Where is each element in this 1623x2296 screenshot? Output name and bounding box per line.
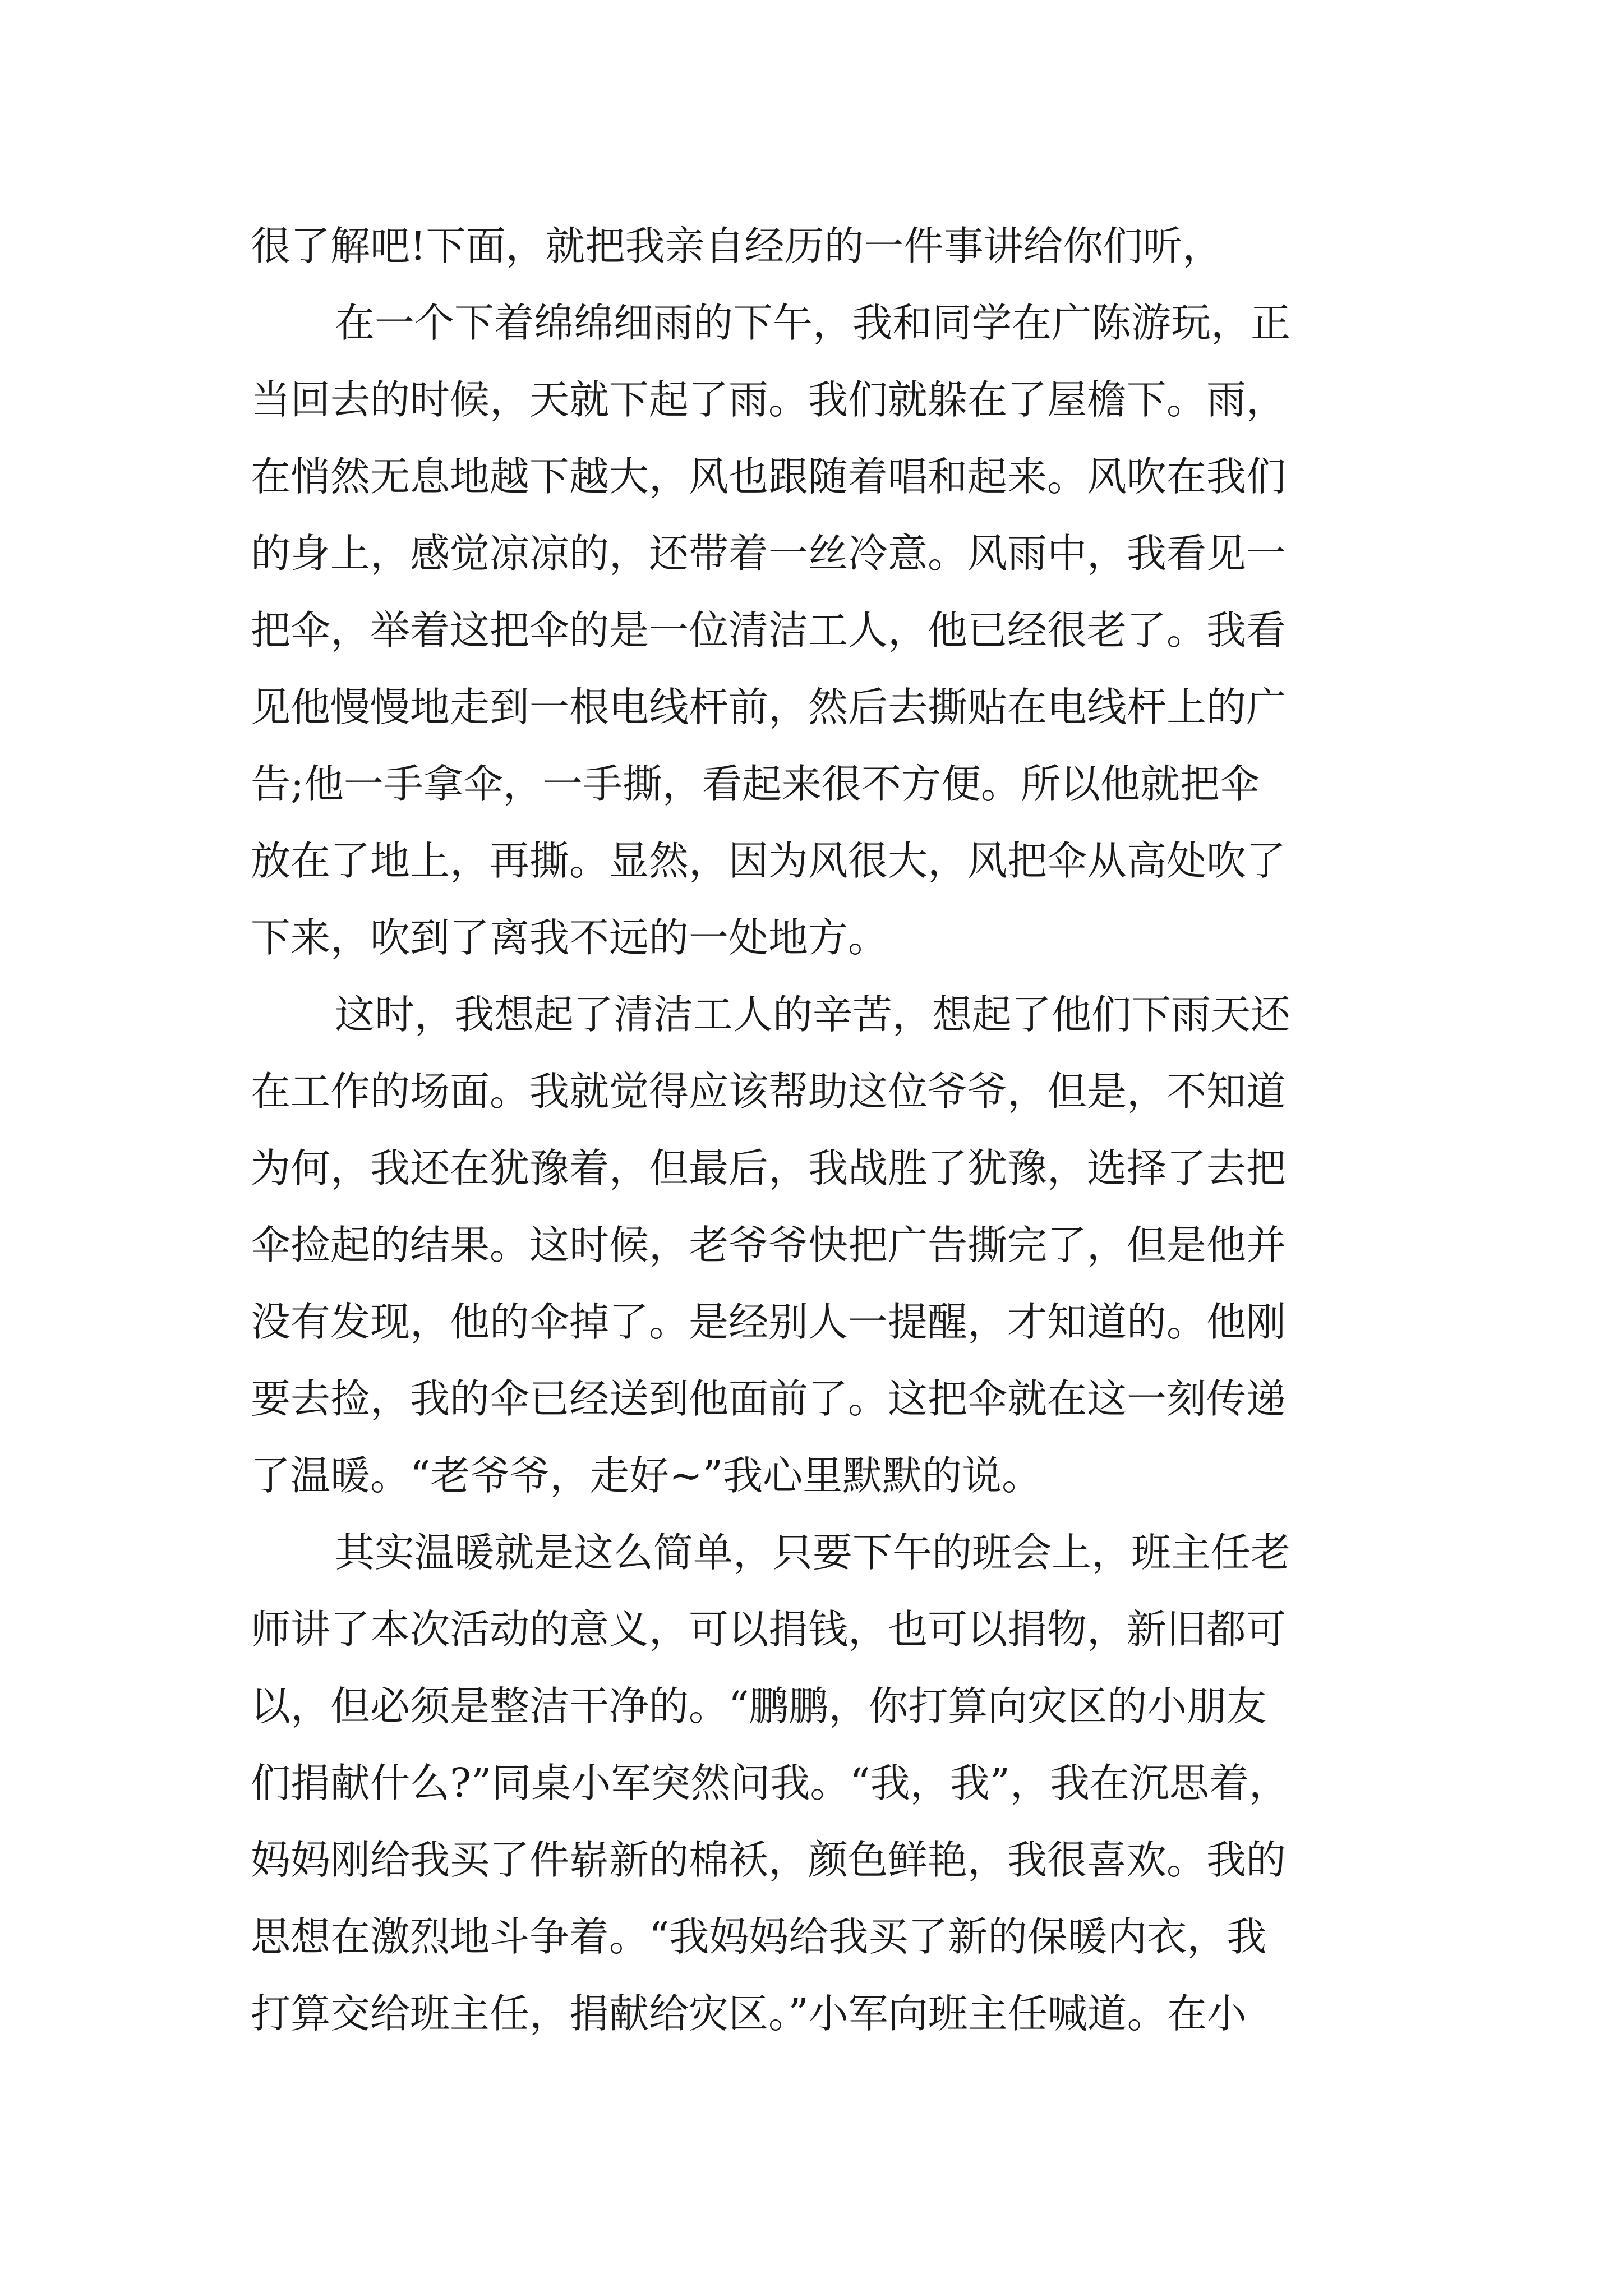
text-line: 在一个下着绵绵细雨的下午，我和同学在广陈游玩，正 bbox=[335, 300, 1291, 346]
text-line: 在悄然无息地越下越大，风也跟随着唱和起来。风吹在我们 bbox=[251, 453, 1287, 500]
text-line: 思想在激烈地斗争着。“我妈妈给我买了新的保暖内衣，我 bbox=[251, 1913, 1267, 1960]
text-line: 打算交给班主任，捐献给灾区。”小军向班主任喊道。在小 bbox=[251, 1990, 1247, 2037]
text-line: 把伞，举着这把伞的是一位清洁工人，他已经很老了。我看 bbox=[251, 607, 1287, 654]
text-line: 当回去的时候，天就下起了雨。我们就躲在了屋檐下。雨， bbox=[251, 376, 1287, 423]
text-line: 告;他一手拿伞，一手撕，看起来很不方便。所以他就把伞 bbox=[251, 761, 1260, 807]
text-line: 的身上，感觉凉凉的，还带着一丝冷意。风雨中，我看见一 bbox=[251, 530, 1287, 577]
text-line: 伞捡起的结果。这时候，老爷爷快把广告撕完了，但是他并 bbox=[251, 1222, 1287, 1268]
text-line: 师讲了本次活动的意义，可以捐钱，也可以捐物，新旧都可 bbox=[251, 1606, 1287, 1653]
text-line: 们捐献什么?”同桌小军突然问我。“我，我”，我在沉思着， bbox=[251, 1760, 1289, 1806]
text-line: 以，但必须是整洁干净的。“鹏鹏，你打算向灾区的小朋友 bbox=[251, 1683, 1267, 1729]
text-line: 下来，吹到了离我不远的一处地方。 bbox=[251, 914, 888, 961]
text-line: 为何，我还在犹豫着，但最后，我战胜了犹豫，选择了去把 bbox=[251, 1145, 1287, 1191]
text-line: 这时，我想起了清洁工人的辛苦，想起了他们下雨天还 bbox=[335, 991, 1291, 1038]
text-line: 其实温暖就是这么简单，只要下午的班会上，班主任老 bbox=[335, 1529, 1291, 1576]
text-line: 见他慢慢地走到一根电线杆前，然后去撕贴在电线杆上的广 bbox=[251, 684, 1287, 730]
text-line: 了温暖。“老爷爷，走好~”我心里默默的说。 bbox=[251, 1452, 1042, 1499]
text-line: 妈妈刚给我买了件崭新的棉袄，颜色鲜艳，我很喜欢。我的 bbox=[251, 1837, 1287, 1883]
text-line: 没有发现，他的伞掉了。是经别人一提醒，才知道的。他刚 bbox=[251, 1299, 1287, 1345]
text-line: 放在了地上，再撕。显然，因为风很大，风把伞从高处吹了 bbox=[251, 838, 1287, 884]
text-line: 在工作的场面。我就觉得应该帮助这位爷爷，但是，不知道 bbox=[251, 1068, 1287, 1115]
document-body bbox=[251, 208, 1389, 2052]
text-line: 要去捡，我的伞已经送到他面前了。这把伞就在这一刻传递 bbox=[251, 1375, 1287, 1422]
text-line: 很了解吧!下面，就把我亲自经历的一件事讲给你们听， bbox=[251, 223, 1223, 269]
